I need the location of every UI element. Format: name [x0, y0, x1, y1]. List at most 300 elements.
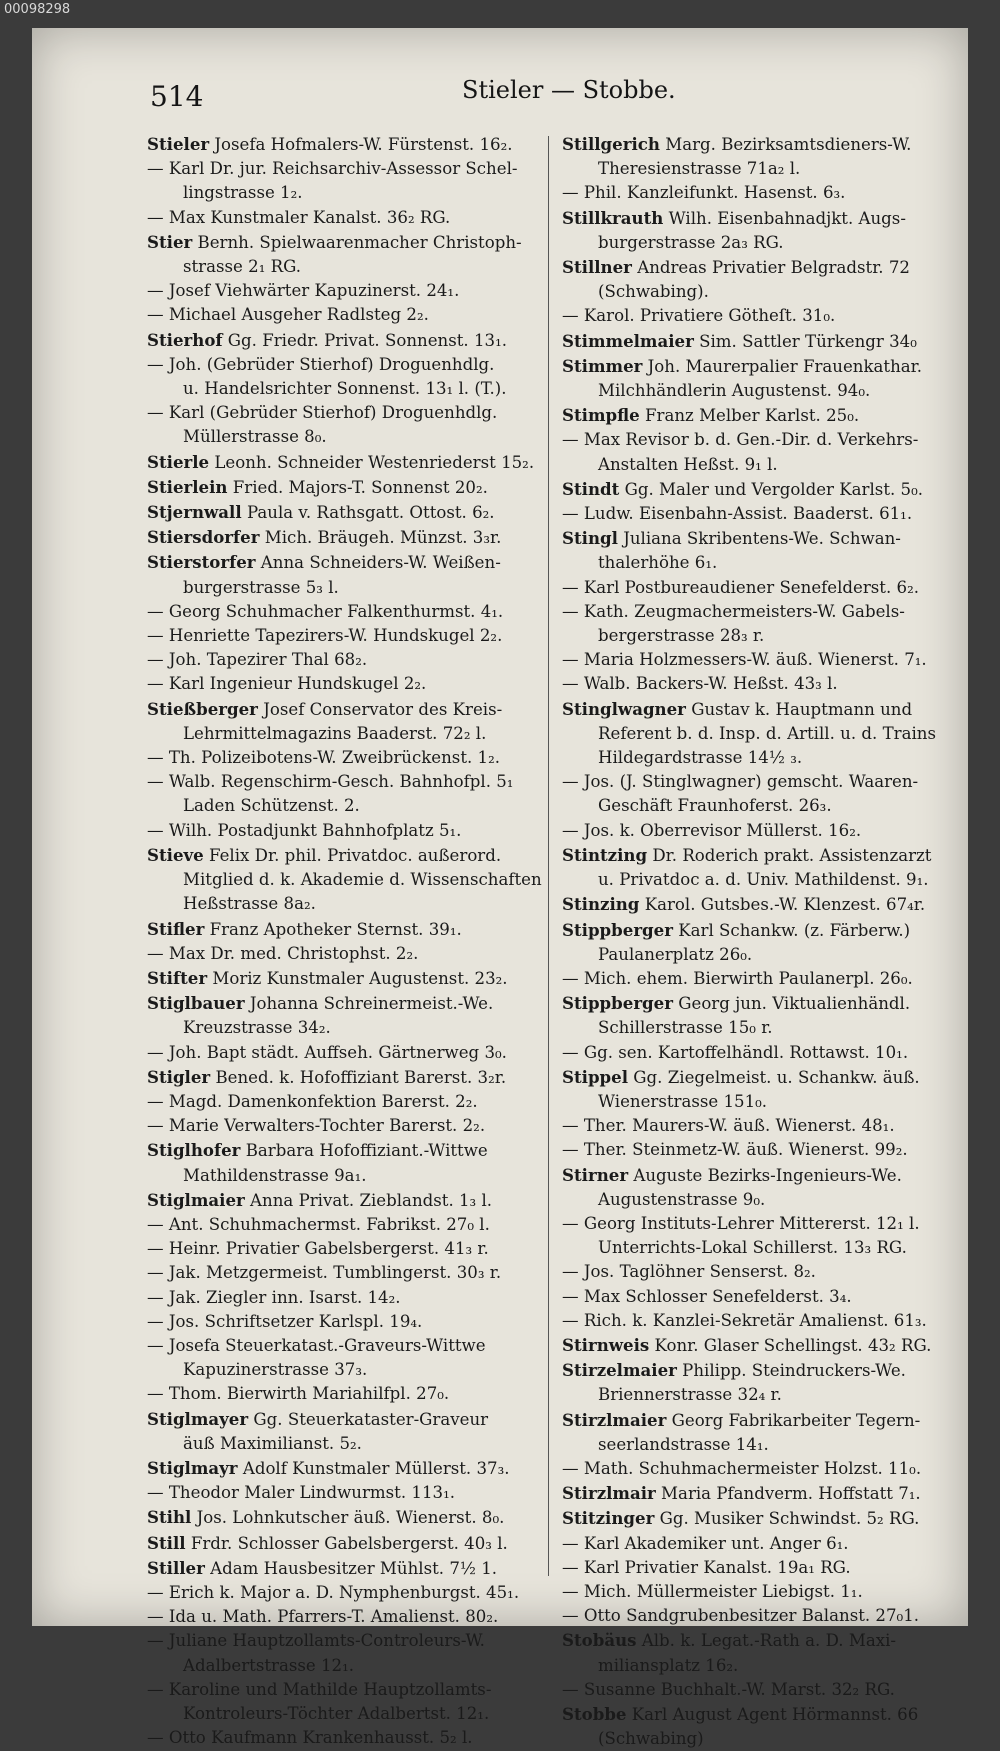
surname: Stiersdorfer: [147, 527, 260, 548]
directory-entry: [562, 1408, 962, 1433]
directory-entry-line: [562, 1188, 962, 1212]
entry-text: — Jos. Schriftsetzer Karlspl. 19₄.: [147, 1311, 423, 1331]
entry-text: — Karl Privatier Kanalst. 19a₁ RG.: [562, 1557, 851, 1577]
entry-text: Theresienstrasse 71a₂ l.: [598, 159, 801, 179]
directory-entry: [147, 525, 547, 550]
right-column: [562, 132, 962, 1751]
surname: Stierhof: [147, 329, 223, 350]
directory-entry-line: [147, 1654, 547, 1678]
entry-text: — Michael Ausgeher Radlsteg 2₂.: [147, 305, 429, 325]
directory-entry-line: [147, 868, 547, 892]
directory-entry-line: [147, 1432, 547, 1456]
surname: Stimmelmaier: [562, 330, 694, 351]
directory-entry: [147, 1138, 547, 1163]
entry-text: Adalbertstrasse 12₁.: [183, 1655, 355, 1675]
directory-entry-line: [147, 819, 547, 843]
surname: Stiglmayr: [147, 1457, 238, 1478]
entry-text: Lehrmittelmagazins Baaderst. 72₂ l.: [183, 723, 487, 743]
surname: Stiglmayer: [147, 1408, 249, 1429]
surname: Stillgerich: [562, 134, 660, 154]
entry-text: Juliana Skribentens-We. Schwan-: [617, 529, 901, 549]
directory-entry-line: [562, 1654, 962, 1678]
entry-text: Schillerstrasse 15₀ r.: [598, 1018, 773, 1038]
directory-entry: [562, 1065, 962, 1090]
entry-text: Augustenstrasse 9₀.: [598, 1189, 766, 1209]
entry-text: Auguste Bezirks-Ingenieurs-We.: [628, 1165, 902, 1185]
directory-entry: [147, 328, 547, 353]
entry-text: Joh. Maurerpalier Frauenkathar.: [642, 356, 923, 376]
directory-entry: [147, 917, 547, 942]
entry-text: — Th. Polizeibotens-W. Zweibrückenst. 1₂.: [147, 748, 501, 768]
directory-entry-line: [147, 672, 547, 696]
entry-text: Briennerstrasse 32₄ r.: [598, 1385, 782, 1405]
entry-text: — Jos. Taglöhner Senserst. 8₂.: [562, 1262, 816, 1282]
entry-text: — Magd. Damenkonfektion Barerst. 2₂.: [147, 1091, 478, 1111]
surname: Stillkrauth: [562, 207, 664, 228]
directory-entry: [147, 843, 547, 868]
entry-text: Philipp. Steindruckers-We.: [676, 1361, 906, 1381]
directory-entry-line: [147, 255, 547, 279]
surname: Stjernwall: [147, 502, 242, 523]
directory-entry: [562, 991, 962, 1016]
entry-text: — Maria Holzmessers-W. äuß. Wienerst. 7₁.: [562, 650, 927, 670]
surname: Stiller: [147, 1557, 205, 1578]
entry-text: Johanna Schreinermeist.-We.: [244, 994, 494, 1014]
directory-entry: [562, 697, 962, 722]
entry-text: Kreuzstrasse 34₂.: [183, 1018, 331, 1038]
entry-text: (Schwabing).: [598, 282, 709, 302]
directory-entry: [147, 450, 547, 475]
entry-text: — Max Revisor b. d. Gen.-Dir. d. Verkehrs-: [562, 430, 919, 450]
directory-entry-line: [562, 819, 962, 843]
surname: Stindt: [562, 478, 620, 499]
directory-page: [32, 28, 968, 1749]
directory-entry: [147, 1531, 547, 1556]
entry-text: Wilh. Eisenbahnadjkt. Augs-: [663, 208, 906, 228]
entry-text: u. Handelsrichter Sonnenst. 13₁ l. (T.).: [183, 379, 507, 399]
directory-entry-line: [562, 1433, 962, 1457]
directory-entry: [562, 206, 962, 231]
entry-text: Frdr. Schlosser Gabelsbergerst. 40₃ l.: [185, 1533, 508, 1553]
directory-entry-line: [562, 967, 962, 991]
entry-text: Karol. Gutsbes.-W. Klenzest. 67₄r.: [639, 895, 926, 915]
directory-entry-line: [562, 1138, 962, 1162]
directory-entry-line: [147, 1213, 547, 1237]
directory-entry: [562, 526, 962, 551]
entry-text: — Ther. Steinmetz-W. äuß. Wienerst. 99₂.: [562, 1140, 908, 1160]
surname: Stimpfle: [562, 405, 640, 426]
directory-entry-line: [562, 1016, 962, 1040]
entry-text: Anna Privat. Zieblandst. 1₃ l.: [244, 1190, 493, 1210]
directory-entry-line: [562, 648, 962, 672]
directory-entry-line: [147, 1310, 547, 1334]
directory-entry: [562, 1506, 962, 1531]
entry-text: Paula v. Rathsgatt. Ottost. 6₂.: [241, 503, 495, 523]
entry-text: — Kath. Zeugmachermeisters-W. Gabels-: [562, 601, 905, 621]
surname: Stinzing: [562, 894, 640, 915]
entry-text: — Erich k. Major a. D. Nymphenburgst. 45₁.: [147, 1582, 520, 1602]
directory-entry-line: [562, 379, 962, 403]
entry-text: — Rich. k. Kanzlei-Sekretär Amalienst. 61₃.: [562, 1310, 927, 1330]
entry-text: — Mich. Müllermeister Liebigst. 1₁.: [562, 1581, 863, 1601]
entry-text: Andreas Privatier Belgradstr. 72: [631, 258, 910, 278]
surname: Stirzelmaier: [562, 1360, 677, 1381]
surname: Stier: [147, 231, 193, 252]
directory-entry-line: [562, 600, 962, 624]
entry-text: Kontroleurs-Töchter Adalbertst. 12₁.: [183, 1704, 490, 1723]
directory-entry-line: [562, 1727, 962, 1751]
directory-entry-line: [147, 1581, 547, 1605]
entry-text: Unterrichts-Lokal Schillerst. 13₃ RG.: [598, 1238, 907, 1258]
entry-text: — Heinr. Privatier Gabelsbergerst. 41₃ r.: [147, 1239, 489, 1259]
directory-entry-line: [562, 1285, 962, 1309]
entry-text: Felix Dr. phil. Privatdoc. außerord.: [203, 845, 502, 865]
directory-entry-line: [562, 1090, 962, 1114]
entry-text: — Joh. Bapt städt. Auffseh. Gärtnerweg 3₀.: [147, 1042, 507, 1062]
entry-text: — Walb. Backers-W. Heßst. 43₃ l.: [562, 674, 838, 694]
column-divider: [548, 136, 549, 1576]
directory-entry-line: [147, 181, 547, 205]
directory-entry: [147, 1188, 547, 1213]
entry-text: Marg. Bezirksamtsdieners-W.: [659, 135, 912, 154]
entry-text: — Max Schlosser Senefelderst. 3₄.: [562, 1286, 852, 1306]
entry-text: — Karl Ingenieur Hundskugel 2₂.: [147, 674, 427, 694]
directory-entry-line: [147, 353, 547, 377]
directory-entry: [147, 966, 547, 991]
surname: Stirzlmaier: [562, 1409, 667, 1430]
entry-text: — Karl Akademiker unt. Anger 6₁.: [562, 1533, 849, 1553]
directory-entry-line: [147, 1016, 547, 1040]
directory-entry-line: [562, 672, 962, 696]
entry-text: (Schwabing): [598, 1729, 704, 1749]
directory-entry-line: [147, 1114, 547, 1138]
directory-entry: [562, 1163, 962, 1188]
surname: Stintzing: [562, 844, 648, 865]
directory-entry: [562, 1702, 962, 1727]
directory-entry-line: [147, 1605, 547, 1629]
running-head: Stieler — Stobbe.: [462, 76, 676, 104]
surname: Stieler: [147, 134, 210, 154]
directory-entry-line: [147, 1726, 547, 1750]
directory-entry-line: [562, 1260, 962, 1284]
entry-text: äuß Maximilianst. 5₂.: [183, 1433, 362, 1453]
directory-entry-line: [562, 1383, 962, 1407]
entry-text: Sim. Sattler Türkengr 34₀: [693, 331, 917, 351]
directory-entry: [562, 477, 962, 502]
entry-text: Gg. Musiker Schwindst. 5₂ RG.: [654, 1509, 920, 1529]
entry-text: Georg Fabrikarbeiter Tegern-: [666, 1410, 921, 1430]
surname: Stirner: [562, 1164, 629, 1185]
entry-text: Fried. Majors-T. Sonnenst 20₂.: [227, 477, 488, 497]
entry-text: Müllerstrasse 8₀.: [183, 427, 327, 447]
directory-entry-line: [147, 600, 547, 624]
surname: Stitzinger: [562, 1508, 655, 1529]
directory-entry-line: [562, 1457, 962, 1481]
entry-text: Gustav k. Hauptmann und: [685, 699, 913, 719]
directory-entry-line: [147, 206, 547, 230]
directory-entry-line: [562, 453, 962, 477]
directory-entry-line: [562, 722, 962, 746]
entry-text: Adolf Kunstmaler Müllerst. 37₃.: [237, 1458, 510, 1478]
entry-text: Anna Schneiders-W. Weißen-: [255, 553, 501, 573]
directory-entry-line: [147, 303, 547, 327]
surname: Stiglmaier: [147, 1189, 245, 1210]
surname: Stobbe: [562, 1704, 627, 1724]
directory-entry-line: [147, 1481, 547, 1505]
directory-entry: [562, 892, 962, 917]
directory-entry-line: [147, 576, 547, 600]
entry-text: — Otto Sandgrubenbesitzer Balanst. 27₀1.: [562, 1606, 920, 1626]
entry-text: strasse 2₁ RG.: [183, 257, 302, 277]
entry-text: — Ther. Maurers-W. äuß. Wienerst. 48₁.: [562, 1116, 895, 1136]
entry-text: seerlandstrasse 14₁.: [598, 1434, 769, 1454]
entry-text: Gg. Steuerkataster-Graveur: [248, 1409, 489, 1429]
directory-entry-line: [562, 1212, 962, 1236]
directory-entry-line: [562, 304, 962, 328]
surname: Stieve: [147, 844, 204, 865]
entry-text: Wienerstrasse 151₀.: [598, 1091, 768, 1111]
directory-entry: [147, 1456, 547, 1481]
directory-entry-line: [147, 377, 547, 401]
surname: Stifter: [147, 967, 208, 988]
directory-entry: [562, 1481, 962, 1506]
directory-entry-line: [147, 722, 547, 746]
directory-entry-line: [147, 401, 547, 425]
directory-entry: [562, 403, 962, 428]
scan-id: 00098298: [4, 2, 71, 17]
entry-text: bergerstrasse 28₃ r.: [598, 626, 765, 646]
directory-entry-line: [562, 1678, 962, 1702]
directory-entry-line: [147, 1261, 547, 1285]
directory-entry: [562, 255, 962, 280]
entry-text: Karl August Agent Hörmannst. 66: [626, 1705, 919, 1724]
directory-entry: [147, 1407, 547, 1432]
entry-text: burgerstrasse 2a₃ RG.: [598, 232, 784, 252]
entry-text: — Karl Postbureaudiener Senefelderst. 6₂.: [562, 577, 920, 597]
surname: Still: [147, 1532, 186, 1553]
entry-text: Alb. k. Legat.-Rath a. D. Maxi-: [636, 1631, 896, 1651]
entry-text: Bernh. Spielwaarenmacher Christoph-: [192, 232, 522, 252]
directory-entry-line: [147, 794, 547, 818]
entry-text: Gg. Ziegelmeist. u. Schankw. äuß.: [628, 1067, 920, 1087]
directory-entry-line: [147, 770, 547, 794]
entry-text: — Otto Kaufmann Krankenhausst. 5₂ l.: [147, 1728, 473, 1748]
entry-text: u. Privatdoc a. d. Univ. Mathildenst. 9₁.: [598, 870, 929, 890]
entry-text: Karl Schankw. (z. Färberw.): [672, 920, 911, 940]
directory-entry-line: [562, 231, 962, 255]
directory-entry-line: [562, 280, 962, 304]
directory-entry-line: [147, 1702, 547, 1726]
surname: Stirzlmair: [562, 1483, 656, 1504]
entry-text: — Ludw. Eisenbahn-Assist. Baaderst. 61₁.: [562, 504, 913, 524]
entry-text: Josefa Hofmalers-W. Fürstenst. 16₂.: [209, 135, 513, 154]
surname: Stifler: [147, 918, 205, 939]
entry-text: burgerstrasse 5₃ l.: [183, 577, 339, 597]
entry-text: — Josef Viehwärter Kapuzinerst. 24₁.: [147, 281, 460, 301]
entry-text: Kapuzinerstrasse 37₃.: [183, 1360, 368, 1380]
directory-entry-line: [147, 157, 547, 181]
directory-entry: [562, 132, 962, 157]
surname: Stießberger: [147, 698, 258, 719]
surname: Stierstorfer: [147, 552, 256, 573]
entry-text: — Karl (Gebrüder Stierhof) Droguenhdlg.: [147, 403, 498, 423]
entry-text: Bened. k. Hofoffiziant Barerst. 3₂r.: [210, 1067, 507, 1087]
entry-text: Gg. Maler und Vergolder Karlst. 5₀.: [619, 479, 924, 499]
directory-entry-line: [562, 157, 962, 181]
directory-entry: [147, 550, 547, 575]
directory-entry-line: [562, 1114, 962, 1138]
entry-text: — Karol. Privatiere Götheſt. 31₀.: [562, 306, 836, 326]
directory-entry: [562, 1628, 962, 1653]
entry-text: Dr. Roderich prakt. Assistenzarzt: [647, 845, 932, 865]
directory-entry: [562, 918, 962, 943]
directory-entry-line: [562, 428, 962, 452]
directory-entry-line: [147, 425, 547, 449]
entry-text: — Henriette Tapezirers-W. Hundskugel 2₂.: [147, 626, 503, 646]
entry-text: — Theodor Maler Lindwurmst. 113₁.: [147, 1483, 455, 1503]
entry-text: Maria Pfandverm. Hoffstatt 7₁.: [655, 1484, 921, 1504]
entry-text: — Joh. (Gebrüder Stierhof) Droguenhdlg.: [147, 354, 495, 374]
directory-entry-line: [562, 1556, 962, 1580]
entry-text: Paulanerplatz 26₀.: [598, 944, 753, 964]
entry-text: Franz Melber Karlst. 25₀.: [639, 406, 860, 426]
surname: Stirnweis: [562, 1334, 650, 1355]
surname: Stierlein: [147, 476, 228, 497]
directory-entry-line: [147, 624, 547, 648]
entry-text: — Marie Verwalters-Tochter Barerst. 2₂.: [147, 1116, 486, 1136]
directory-entry: [562, 329, 962, 354]
entry-text: — Ida u. Math. Pfarrers-T. Amalienst. 80₂.: [147, 1607, 499, 1627]
directory-entry-line: [147, 648, 547, 672]
directory-entry: [562, 354, 962, 379]
directory-entry-line: [562, 1604, 962, 1628]
directory-entry-line: [562, 1309, 962, 1333]
surname: Stiglhofer: [147, 1140, 241, 1161]
entry-text: Franz Apotheker Sternst. 39₁.: [204, 919, 462, 939]
entry-text: — Karl Dr. jur. Reichsarchiv-Assessor Schel-: [147, 159, 518, 179]
surname: Stihl: [147, 1507, 192, 1528]
entry-text: — Jak. Ziegler inn. Isarst. 14₂.: [147, 1287, 401, 1307]
directory-entry-line: [562, 746, 962, 770]
entry-text: — Max Dr. med. Christophst. 2₂.: [147, 943, 419, 963]
directory-entry-line: [147, 746, 547, 770]
directory-entry-line: [562, 1532, 962, 1556]
directory-entry-line: [562, 502, 962, 526]
directory-entry-line: [147, 1090, 547, 1114]
entry-text: Jos. Lohnkutscher äuß. Wienerst. 8₀.: [191, 1508, 505, 1528]
entry-text: — Phil. Kanzleifunkt. Hasenst. 6₃.: [562, 183, 846, 203]
left-column: [147, 132, 547, 1750]
directory-entry-line: [562, 1236, 962, 1260]
directory-entry: [147, 500, 547, 525]
entry-text: Anstalten Heßst. 9₁ l.: [598, 454, 778, 474]
directory-entry-line: [147, 1678, 547, 1702]
entry-text: — Wilh. Postadjunkt Bahnhofplatz 5₁.: [147, 820, 462, 840]
directory-entry-line: [147, 1286, 547, 1310]
directory-entry-line: [562, 576, 962, 600]
surname: Stippel: [562, 1066, 629, 1087]
entry-text: Gg. Friedr. Privat. Sonnenst. 13₁.: [222, 330, 507, 350]
surname: Stierle: [147, 451, 210, 472]
entry-text: — Joh. Tapezirer Thal 68₂.: [147, 650, 368, 670]
directory-entry-line: [562, 794, 962, 818]
directory-entry: [147, 697, 547, 722]
entry-text: Leonh. Schneider Westenriederst 15₂.: [209, 452, 535, 472]
entry-text: — Gg. sen. Kartoffelhändl. Rottawst. 10₁.: [562, 1042, 909, 1062]
directory-entry: [562, 1333, 962, 1358]
entry-text: Geschäft Fraunhoferst. 26₃.: [598, 796, 832, 816]
entry-text: — Jos. k. Oberrevisor Müllerst. 16₂.: [562, 820, 862, 840]
entry-text: Adam Hausbesitzer Mühlst. 7½ 1.: [204, 1558, 498, 1578]
entry-text: — Georg Instituts-Lehrer Mittererst. 12₁ l.: [562, 1213, 920, 1233]
entry-text: — Jos. (J. Stinglwagner) gemscht. Waaren-: [562, 772, 919, 792]
directory-entry-line: [147, 1382, 547, 1406]
directory-entry-line: [562, 1580, 962, 1604]
directory-entry-line: [147, 892, 547, 916]
directory-entry-line: [147, 1164, 547, 1188]
entry-text: Georg jun. Viktualienhändl.: [672, 994, 911, 1014]
entry-text: — Karoline und Mathilde Hauptzollamts-: [147, 1679, 492, 1699]
directory-entry-line: [147, 1358, 547, 1382]
surname: Stippberger: [562, 993, 673, 1014]
directory-entry-line: [562, 181, 962, 205]
directory-entry: [147, 230, 547, 255]
directory-entry-line: [147, 1041, 547, 1065]
entry-text: — Jak. Metzgermeist. Tumblingerst. 30₃ r.: [147, 1263, 502, 1283]
entry-text: — Mich. ehem. Bierwirth Paulanerpl. 26₀.: [562, 968, 913, 988]
directory-entry-line: [147, 942, 547, 966]
entry-text: — Ant. Schuhmachermst. Fabrikst. 27₀ l.: [147, 1214, 490, 1234]
directory-entry-line: [562, 868, 962, 892]
directory-entry-line: [147, 279, 547, 303]
entry-text: lingstrasse 1₂.: [183, 183, 303, 203]
entry-text: — Math. Schuhmachermeister Holzst. 11₀.: [562, 1458, 922, 1478]
directory-entry: [147, 991, 547, 1016]
entry-text: Mathildenstrasse 9a₁.: [183, 1165, 367, 1185]
directory-entry: [562, 843, 962, 868]
entry-text: thalerhöhe 6₁.: [598, 553, 718, 573]
entry-text: miliansplatz 16₂.: [598, 1655, 739, 1675]
directory-entry: [147, 132, 547, 157]
directory-entry-line: [147, 1237, 547, 1261]
directory-entry-line: [562, 1041, 962, 1065]
entry-text: Heßstrasse 8a₂.: [183, 894, 316, 914]
directory-entry: [562, 1358, 962, 1383]
entry-text: Laden Schützenst. 2.: [183, 796, 360, 816]
surname: Stingl: [562, 528, 618, 549]
entry-text: — Georg Schuhmacher Falkenthurmst. 4₁.: [147, 601, 504, 621]
directory-entry-line: [147, 1334, 547, 1358]
entry-text: — Walb. Regenschirm-Gesch. Bahnhofpl. 5₁: [147, 772, 514, 792]
entry-text: Josef Conservator des Kreis-: [257, 699, 503, 719]
entry-text: — Max Kunstmaler Kanalst. 36₂ RG.: [147, 207, 451, 227]
entry-text: — Susanne Buchhalt.-W. Marst. 32₂ RG.: [562, 1679, 895, 1699]
directory-entry-line: [562, 624, 962, 648]
directory-entry: [147, 475, 547, 500]
page-number: 514: [150, 80, 204, 113]
directory-entry: [147, 1505, 547, 1530]
directory-entry-line: [562, 551, 962, 575]
surname: Stigler: [147, 1066, 211, 1087]
directory-entry: [147, 1065, 547, 1090]
directory-entry: [147, 1556, 547, 1581]
directory-entry-line: [562, 943, 962, 967]
entry-text: Mich. Bräugeh. Münzst. 3₃r.: [259, 528, 502, 548]
directory-entry-line: [562, 770, 962, 794]
entry-text: Mitglied d. k. Akademie d. Wissenschaften: [183, 870, 542, 890]
surname: Stobäus: [562, 1630, 637, 1651]
entry-text: Konr. Glaser Schellingst. 43₂ RG.: [649, 1335, 932, 1355]
